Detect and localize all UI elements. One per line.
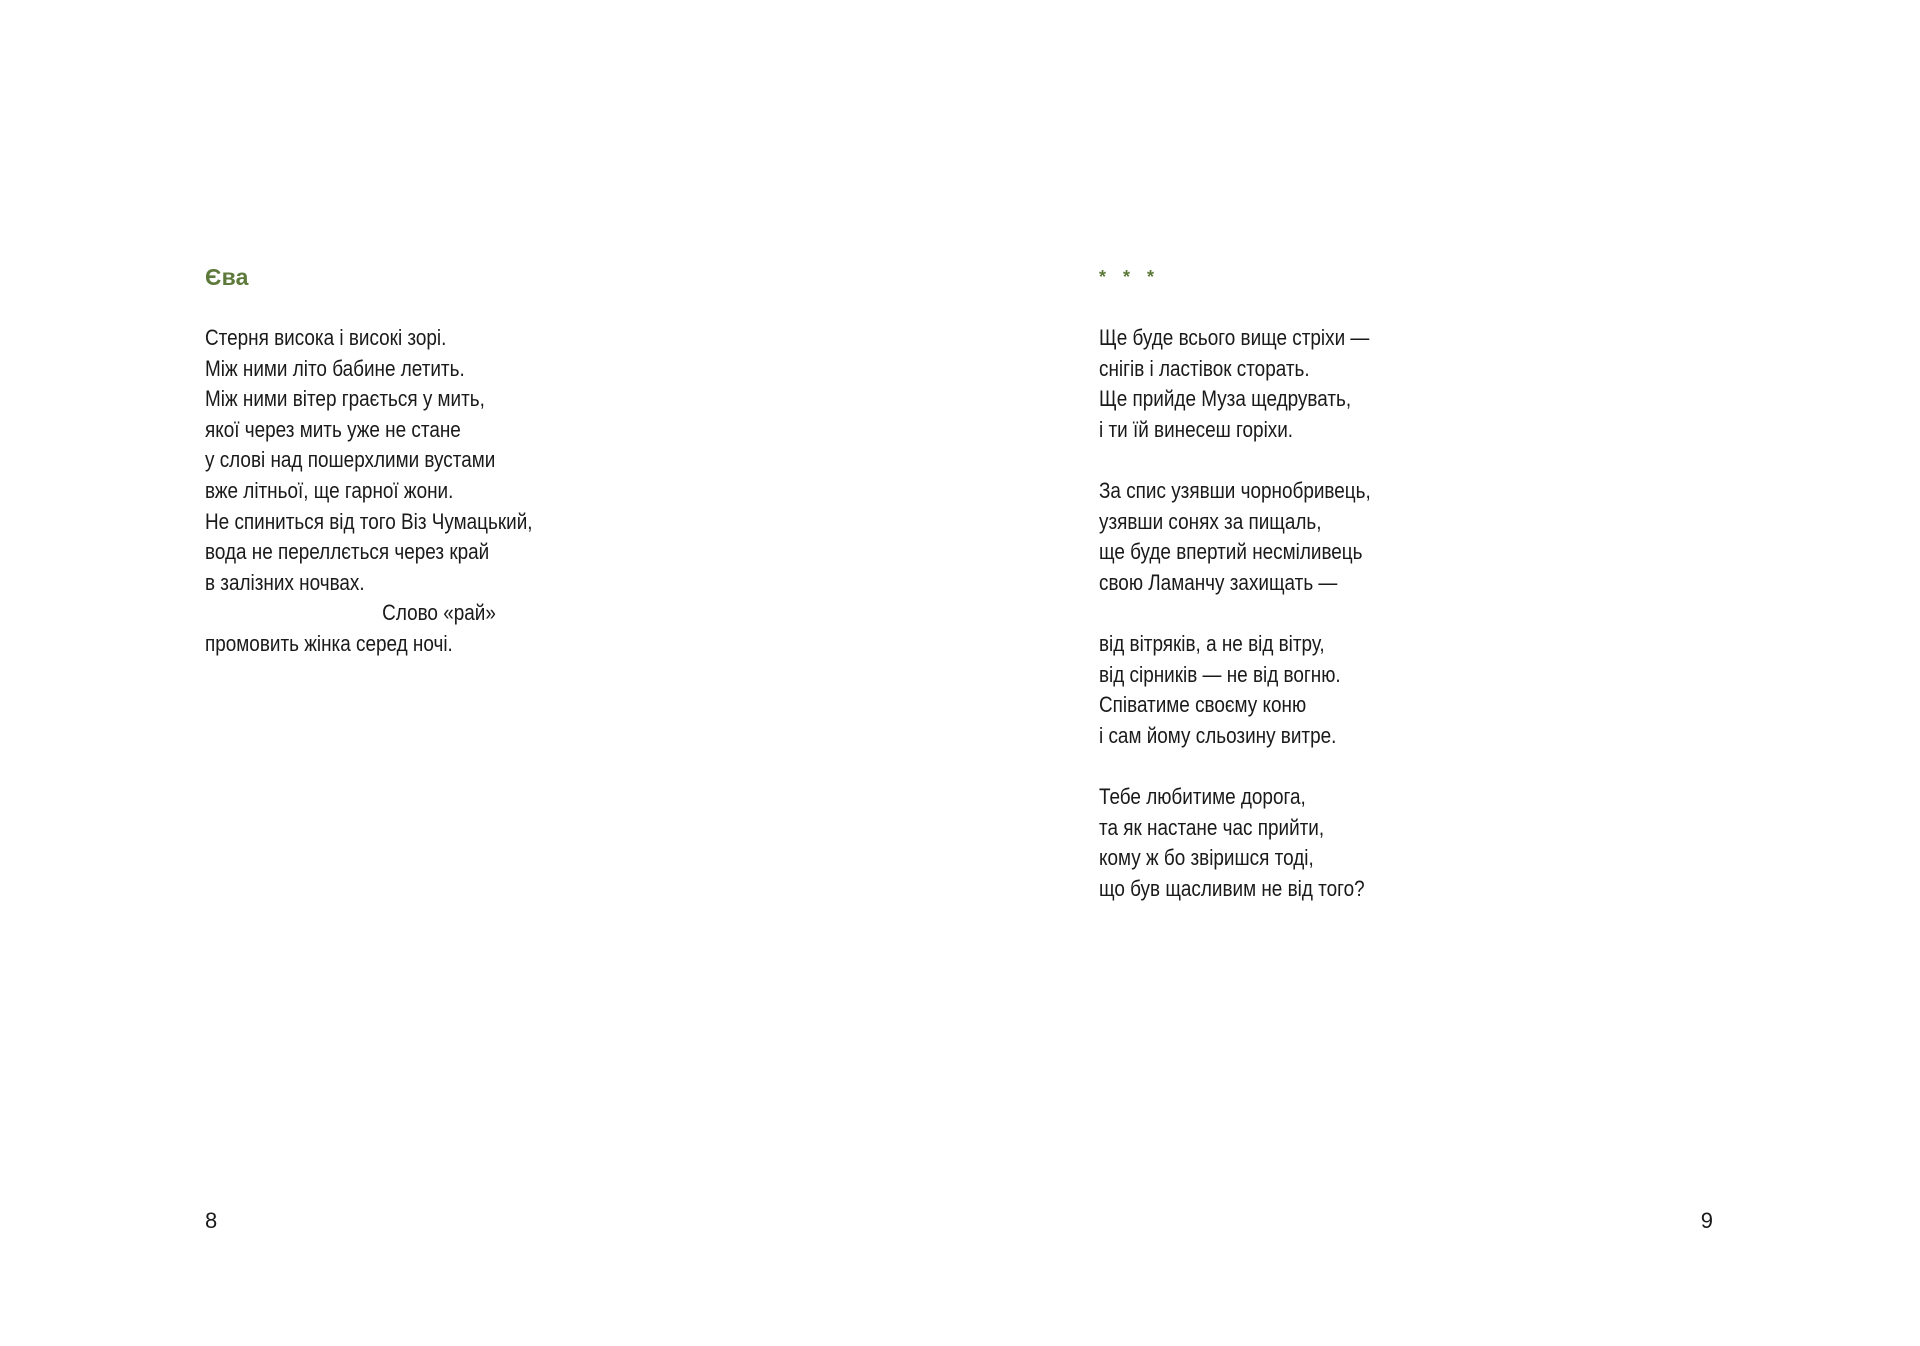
page-number: 9 — [1700, 1208, 1713, 1233]
poem-line: Між ними літо бабине летить. — [205, 355, 465, 381]
poem-line: За спис узявши чорнобривець, — [1099, 477, 1371, 503]
poem-title: Єва — [205, 264, 249, 290]
page-number: 8 — [205, 1208, 218, 1233]
poem-line: ще буде впертий несміливець — [1099, 539, 1363, 565]
poem-line: промовить жінка серед ночі. — [205, 630, 453, 656]
poem-line: Співатиме своєму коню — [1099, 692, 1307, 718]
poem-line: кому ж бо звіришся тоді, — [1099, 845, 1314, 871]
poem-line: Ще прийде Муза щедрувать, — [1099, 386, 1352, 412]
poem-eva — [205, 262, 586, 660]
poem-line: і сам йому сльозину витре. — [1099, 722, 1337, 748]
stanza — [1099, 782, 1415, 904]
poem-line: снігів і ластівок сторать. — [1099, 355, 1310, 381]
poem-line: узявши сонях за пищаль, — [1099, 508, 1322, 534]
poem-line: та як настане час прийти, — [1099, 814, 1325, 840]
asterism-ornament: * * * — [1099, 267, 1161, 287]
poem-untitled — [1099, 262, 1415, 904]
right-page — [960, 0, 1920, 1346]
poem-line: вже літньої, ще гарної жони. — [205, 477, 454, 503]
stanza — [1099, 476, 1415, 598]
poem-line: Не спиниться від того Віз Чумацький, — [205, 508, 533, 534]
poem-line: Ще буде всього вище стріхи — — [1099, 325, 1370, 350]
poem-line: від вітряків, а не від вітру, — [1099, 630, 1325, 656]
poem-line: вода не переллється через край — [205, 539, 490, 565]
poem-line-indented: Слово «рай» — [382, 600, 496, 626]
poem-line: у слові над пошерхлими вустами — [205, 447, 496, 473]
poem-line: в залізних ночвах. — [205, 569, 365, 595]
poem-line: якої через мить уже не стане — [205, 416, 461, 442]
poem-line: Тебе любитиме дорога, — [1099, 783, 1306, 809]
poem-line: Стерня висока і високі зорі. — [205, 325, 447, 350]
poem-line: Між ними вітер грається у мить, — [205, 386, 485, 412]
poem-line: від сірників — не від вогню. — [1099, 661, 1341, 687]
stanza — [1099, 323, 1415, 445]
stanza — [205, 323, 586, 660]
poem-line: що був щасливим не від того? — [1099, 875, 1365, 901]
poem-line: свою Ламанчу захищать — — [1099, 569, 1338, 595]
poem-line: і ти їй винесеш горіхи. — [1099, 416, 1294, 442]
stanza — [1099, 629, 1415, 751]
